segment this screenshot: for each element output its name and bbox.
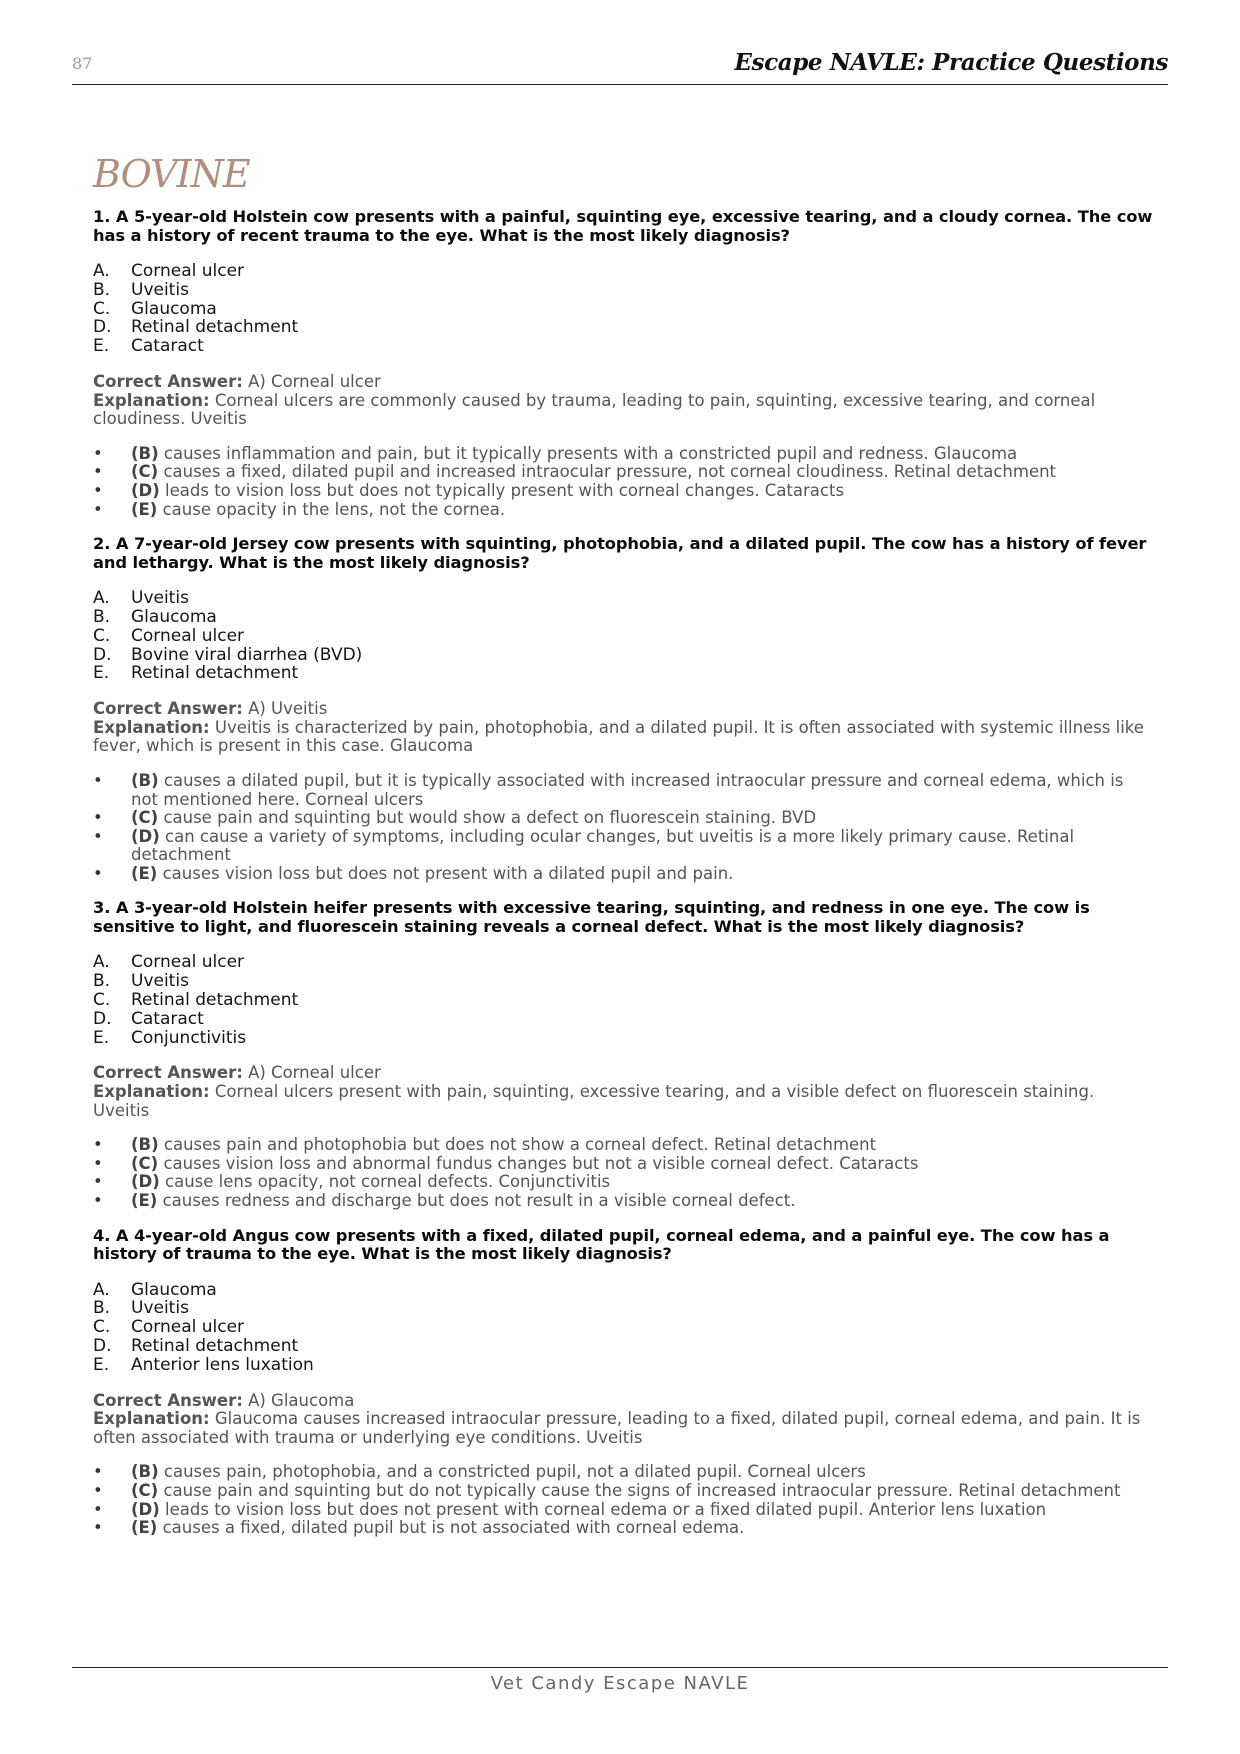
questions-list: [93, 208, 1153, 1554]
distractor-text: causes a dilated pupil, but it is typically associated with increased intraocular pressure and corneal edema, which is not mentioned here. Corneal ulcers: [131, 770, 1124, 809]
option-text: Retinal detachment: [131, 663, 299, 684]
question-stem: 4. A 4-year-old Angus cow presents with a fixed, dilated pupil, corneal edema, and a painful eye. The cow has a history of trauma to the eye. What is the most likely diagnosis?: [93, 1225, 1110, 1264]
correct-answer-value: A) Uveitis: [242, 699, 328, 719]
answer-option: [93, 1337, 1153, 1356]
bullet-icon: •: [93, 1518, 103, 1538]
distractor-note: [93, 501, 1153, 520]
correct-answer-value: A) Corneal ulcer: [242, 1063, 381, 1083]
answer-option: [93, 991, 1153, 1010]
answer-option: [93, 1281, 1153, 1300]
bullet-icon: •: [93, 770, 103, 790]
bullet-icon: •: [93, 1153, 103, 1173]
distractor-text: cause pain and squinting but would show a defect on fluorescein staining. BVD: [158, 808, 817, 828]
distractor-note: [93, 1501, 1153, 1520]
bullet-icon: •: [93, 480, 103, 500]
bullet-icon: •: [93, 863, 103, 883]
page-footer: Vet Candy Escape NAVLE: [490, 1673, 750, 1694]
page-header: [72, 48, 1168, 85]
distractor-text: leads to vision loss but does not typically present with corneal changes. Cataracts: [159, 480, 845, 500]
distractor-text: cause opacity in the lens, not the cornea.: [157, 499, 506, 519]
question-block: [93, 535, 1153, 883]
distractor-note: [93, 865, 1153, 884]
distractor-letter: (B): [131, 1135, 159, 1155]
option-text: Corneal ulcer: [131, 261, 245, 281]
bullet-icon: •: [93, 1462, 103, 1482]
option-text: Glaucoma: [131, 606, 217, 627]
option-letter: D.: [93, 1336, 112, 1356]
distractor-text: cause lens opacity, not corneal defects. Conjunctivitis: [159, 1172, 611, 1192]
option-text: Retinal detachment: [131, 1336, 299, 1356]
distractor-text: causes vision loss but does not present with a dilated pupil and pain.: [157, 863, 734, 883]
explanation-text: Glaucoma causes increased intraocular pressure, leading to a fixed, dilated pupil, corneal edema, and pain. It is often associated with trauma or underlying eye conditions. Uveitis: [93, 1409, 1141, 1447]
distractor-text: causes inflammation and pain, but it typically presents with a constricted pupil and redness. Glaucoma: [158, 443, 1018, 463]
option-letter: D.: [93, 317, 112, 338]
option-text: Cataract: [131, 1008, 204, 1029]
answer-options: [93, 953, 1153, 1047]
answer-option: [93, 627, 1153, 646]
running-title: Escape NAVLE: Practice Questions: [734, 49, 1168, 76]
answer-option: [93, 262, 1153, 281]
option-text: Retinal detachment: [131, 317, 299, 338]
option-letter: A.: [93, 952, 110, 973]
correct-answer-label: Correct Answer:: [93, 1063, 243, 1083]
option-text: Corneal ulcer: [131, 1317, 245, 1338]
distractor-letter: (B): [131, 443, 159, 463]
answer-explanation: [93, 373, 1153, 429]
option-letter: B.: [93, 606, 111, 627]
distractor-note: [93, 445, 1153, 464]
distractor-letter: (D): [131, 826, 160, 846]
answer-option: [93, 318, 1153, 337]
answer-option: [93, 1299, 1153, 1318]
bullet-icon: •: [93, 1499, 103, 1519]
distractor-note: [93, 1136, 1153, 1155]
answer-option: [93, 608, 1153, 627]
option-letter: E.: [93, 1354, 110, 1375]
page-number: 87: [72, 54, 93, 73]
answer-options: [93, 1281, 1153, 1375]
correct-answer-line: [93, 700, 1153, 719]
option-text: Glaucoma: [131, 298, 217, 319]
option-text: Bovine viral diarrhea (BVD): [131, 644, 363, 665]
option-letter: C.: [93, 1317, 111, 1338]
explanation-line: [93, 1083, 1153, 1120]
explanation-text: Uveitis is characterized by pain, photophobia, and a dilated pupil. It is often associated with systemic illness like fever, which is present in this case. Glaucoma: [93, 717, 1144, 756]
correct-answer-label: Correct Answer:: [93, 699, 243, 719]
explanation-label: Explanation:: [93, 1409, 210, 1429]
option-letter: A.: [93, 261, 110, 281]
distractor-letter: (E): [131, 1518, 158, 1538]
bullet-icon: •: [93, 462, 103, 482]
option-text: Uveitis: [131, 1298, 189, 1319]
distractor-letter: (D): [131, 480, 160, 500]
distractor-letter: (C): [131, 1480, 159, 1500]
explanation-label: Explanation:: [93, 390, 210, 410]
correct-answer-label: Correct Answer:: [93, 1390, 243, 1410]
answer-option: [93, 664, 1153, 683]
option-letter: E.: [93, 336, 110, 357]
distractor-note: [93, 1482, 1153, 1501]
answer-option: [93, 646, 1153, 665]
option-letter: B.: [93, 1298, 111, 1319]
bullet-icon: •: [93, 826, 103, 846]
distractor-note: [93, 772, 1153, 809]
option-letter: D.: [93, 1008, 112, 1029]
distractor-letter: (B): [131, 770, 159, 790]
distractor-note: [93, 1173, 1153, 1192]
question-stem: 3. A 3-year-old Holstein heifer presents with excessive tearing, squinting, and redness in one eye. The cow is sensitive to light, and fluorescein staining reveals a corneal defect. What is the most likely diagnosis?: [93, 898, 1090, 936]
distractor-note: [93, 809, 1153, 828]
distractor-note: [93, 1519, 1153, 1538]
answer-option: [93, 337, 1153, 356]
answer-options: [93, 262, 1153, 356]
correct-answer-line: [93, 373, 1153, 392]
option-letter: D.: [93, 644, 112, 665]
correct-answer-line: [93, 1392, 1153, 1411]
distractor-note: [93, 828, 1153, 865]
distractor-note: [93, 1192, 1153, 1211]
bullet-icon: •: [93, 1135, 103, 1155]
bullet-icon: •: [93, 443, 103, 463]
option-letter: C.: [93, 298, 111, 319]
distractor-letter: (E): [131, 499, 158, 519]
distractor-note: [93, 463, 1153, 482]
explanation-label: Explanation:: [93, 1082, 210, 1102]
answer-option: [93, 972, 1153, 991]
option-text: Anterior lens luxation: [131, 1354, 314, 1375]
distractor-letter: (D): [131, 1499, 160, 1519]
answer-explanation: [93, 1392, 1153, 1448]
distractor-note: [93, 1155, 1153, 1174]
distractor-note: [93, 1463, 1153, 1482]
distractor-letter: (E): [131, 863, 158, 883]
explanation-line: [93, 719, 1153, 756]
option-letter: B.: [93, 279, 111, 300]
option-text: Conjunctivitis: [131, 1027, 247, 1048]
correct-answer-value: A) Glaucoma: [242, 1390, 355, 1410]
distractor-text: causes a fixed, dilated pupil and increased intraocular pressure, not corneal cloudiness. Retinal detachment: [158, 462, 1057, 482]
explanation-label: Explanation:: [93, 717, 210, 737]
bullet-icon: •: [93, 1480, 103, 1500]
distractor-text: causes pain and photophobia but does not show a corneal defect. Retinal detachment: [158, 1135, 877, 1155]
answer-option: [93, 1356, 1153, 1375]
option-letter: E.: [93, 663, 110, 684]
option-text: Uveitis: [131, 279, 189, 300]
option-text: Cataract: [131, 336, 204, 357]
distractor-text: causes pain, photophobia, and a constricted pupil, not a dilated pupil. Corneal ulcers: [158, 1462, 866, 1482]
explanation-line: [93, 392, 1153, 429]
distractor-text: leads to vision loss but does not present with corneal edema or a fixed dilated pupil. Anterior lens luxation: [159, 1499, 1047, 1519]
distractor-text: causes redness and discharge but does not result in a visible corneal defect.: [157, 1191, 796, 1211]
distractor-notes: [93, 445, 1153, 519]
option-letter: A.: [93, 588, 110, 609]
option-letter: B.: [93, 971, 111, 992]
option-letter: C.: [93, 990, 111, 1011]
option-letter: A.: [93, 1279, 110, 1300]
correct-answer-value: A) Corneal ulcer: [242, 371, 381, 391]
distractor-notes: [93, 772, 1153, 884]
question-block: [93, 208, 1153, 519]
distractor-letter: (E): [131, 1191, 158, 1211]
question-stem: 1. A 5-year-old Holstein cow presents with a painful, squinting eye, excessive tearing, and a cloudy cornea. The cow has a history of recent trauma to the eye. What is the most likely diagnosis?: [93, 207, 1153, 245]
answer-option: [93, 1029, 1153, 1048]
footer-divider: [72, 1667, 1168, 1668]
distractor-text: can cause a variety of symptoms, including ocular changes, but uveitis is a more likely primary cause. Retinal detachment: [131, 826, 1075, 865]
question-block: [93, 899, 1153, 1210]
distractor-note: [93, 482, 1153, 501]
answer-explanation: [93, 1064, 1153, 1120]
distractor-letter: (C): [131, 1153, 159, 1173]
distractor-text: cause pain and squinting but do not typically cause the signs of increased intraocular pressure. Retinal detachment: [158, 1480, 1121, 1500]
option-text: Corneal ulcer: [131, 625, 245, 646]
question-block: [93, 1227, 1153, 1538]
distractor-letter: (B): [131, 1462, 159, 1482]
explanation-text: Corneal ulcers are commonly caused by trauma, leading to pain, squinting, excessive tearing, and corneal cloudiness. Uveitis: [93, 390, 1096, 429]
answer-option: [93, 1318, 1153, 1337]
bullet-icon: •: [93, 1191, 103, 1211]
explanation-line: [93, 1410, 1153, 1447]
explanation-text: Corneal ulcers present with pain, squinting, excessive tearing, and a visible defect on fluorescein staining. Uveitis: [93, 1082, 1095, 1120]
distractor-letter: (C): [131, 462, 159, 482]
correct-answer-label: Correct Answer:: [93, 371, 243, 391]
answer-option: [93, 1010, 1153, 1029]
option-text: Corneal ulcer: [131, 952, 245, 973]
option-text: Uveitis: [131, 588, 189, 609]
distractor-notes: [93, 1463, 1153, 1537]
bullet-icon: •: [93, 808, 103, 828]
option-text: Glaucoma: [131, 1279, 217, 1300]
distractor-text: causes a fixed, dilated pupil but is not associated with corneal edema.: [157, 1518, 745, 1538]
question-stem: 2. A 7-year-old Jersey cow presents with squinting, photophobia, and a dilated pupil. The cow has a history of fever and lethargy. What is the most likely diagnosis?: [93, 534, 1147, 572]
correct-answer-line: [93, 1064, 1153, 1083]
option-text: Retinal detachment: [131, 990, 299, 1011]
distractor-letter: (C): [131, 808, 159, 828]
bullet-icon: •: [93, 1172, 103, 1192]
option-text: Uveitis: [131, 971, 189, 992]
distractor-letter: (D): [131, 1172, 160, 1192]
option-letter: C.: [93, 625, 111, 646]
answer-explanation: [93, 700, 1153, 756]
section-title: BOVINE: [93, 152, 250, 196]
answer-options: [93, 589, 1153, 683]
option-letter: E.: [93, 1027, 110, 1048]
answer-option: [93, 300, 1153, 319]
distractor-notes: [93, 1136, 1153, 1210]
answer-option: [93, 589, 1153, 608]
answer-option: [93, 281, 1153, 300]
distractor-text: causes vision loss and abnormal fundus changes but not a visible corneal defect. Cataracts: [158, 1153, 919, 1173]
answer-option: [93, 953, 1153, 972]
bullet-icon: •: [93, 499, 103, 519]
